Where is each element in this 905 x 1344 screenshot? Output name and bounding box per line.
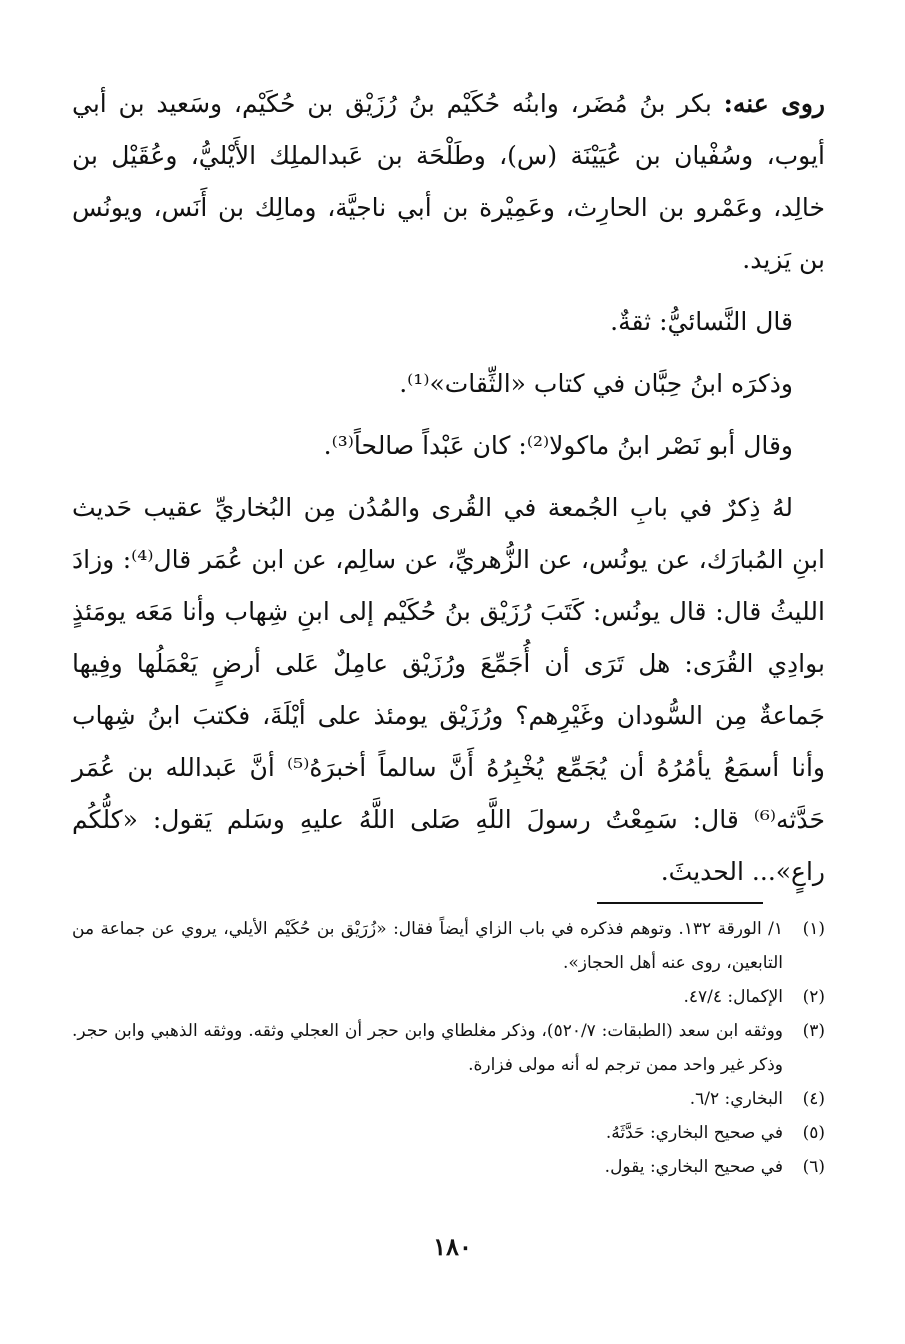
footnote-number: (٣) [802,1021,825,1041]
main-text [72,78,825,908]
narrators-paragraph [72,78,825,286]
rawa-label: روى عنه: [723,89,825,118]
footnotes [72,912,825,1184]
footnote-divider [597,902,763,904]
makula-statement: وقال أبو نَصْر ابنُ ماكولا⁽²⁾: كان عَبْداً صالحاً⁽³⁾. [323,431,793,460]
footnote-text: ١/ الورقة ١٣٢. وتوهم فذكره في باب الزاي أيضاً فقال: «زُرَيْق بن حُكَيْم الأيلي، يروي عن جماعة من التابعين، روى عنه أهل الحجاز». [72,919,783,973]
footnote-item [72,1082,825,1116]
footnote-number: (٦) [802,1157,825,1177]
footnote-item [72,980,825,1014]
ibn-hibban-statement: وذكرَه ابنُ حِبَّان في كتاب «الثِّقات»⁽¹⁾. [399,369,793,398]
footnote-text: في صحيح البخاري: حَدَّثَهُ. [605,1123,783,1143]
footnote-number: (١) [802,919,825,939]
footnote-text: ووثقه ابن سعد (الطبقات: ٥٢٠/٧)، وذكر مغلطاي وابن حجر أن العجلي وثقه. ووثقه الذهبي وابن حجر. وذكر غير واحد ممن ترجم له أنه مولى فزارة. [72,1021,783,1075]
footnote-item [72,912,825,980]
footnote-number: (٥) [802,1123,825,1143]
footnote-item [72,1150,825,1184]
footnote-text: في صحيح البخاري: يقول. [604,1157,783,1177]
bukhari-paragraph: لهُ ذِكرٌ في بابِ الجُمعة في القُرى والمُدُن مِن البُخاريِّ عقيب حَديث ابنِ المُبارَك، عن يونُس، عن الزُّهريِّ، عن سالِم، عن ابن عُمَر قال⁽⁴⁾: وزادَ الليثُ قال: قال يونُس: كَتَبَ رُزَيْق بنُ حُكَيْم إلى ابنِ شِهاب وأنا مَعَه يومَئذٍ بوادِي القُرَى: هل تَرَى أن أُجَمِّعَ ورُزَيْق عامِلٌ عَلى أرضٍ يَعْمَلُها وفِيها جَماعةٌ مِن السُّودان وغَيْرِهم؟ ورُزَيْق يومئذ على أيْلَةَ، فكتبَ ابنُ شِهاب وأنا أسمَعُ يأمُرُهُ أن يُجَمِّع يُخْبِرُهُ أَنَّ سالماً أخبرَهُ⁽⁵⁾ أنَّ عَبدالله بن عُمَر حَدَّثه⁽⁶⁾ قال: سَمِعْتُ رسولَ اللَّهِ صَلى اللَّهُ عليهِ وسَلم يَقول: «كلُّكُم راعٍ»... الحديثَ. [72,493,826,886]
page-number: ١٨٠ [433,1232,472,1261]
footnote-item [72,1116,825,1150]
footnote-number: (٢) [802,987,825,1007]
footnote-item [72,1014,825,1082]
rawa-text: بكر بنُ مُضَر، وابنُه حُكَيْم بنُ رُزَيْق بن حُكَيْم، وسَعيد بن أبي أيوب، وسُفْيان بن عُيَيْنَة (س)، وطَلْحَة بن عَبدالملِك الأَيْليُّ، وعُقَيْل بن خالِد، وعَمْرو بن الحارِث، وعَمِيْرة بن أبي ناجيَّة، ومالِك بن أَنَس، ويونُس بن يَزيد. [72,89,825,274]
footnote-text: البخاري: ٦/٢. [689,1089,783,1109]
footnote-text: الإكمال: ٤٧/٤. [683,987,783,1007]
footnote-number: (٤) [802,1089,825,1109]
nasai-statement: قال النَّسائيُّ: ثقةٌ. [610,307,793,336]
